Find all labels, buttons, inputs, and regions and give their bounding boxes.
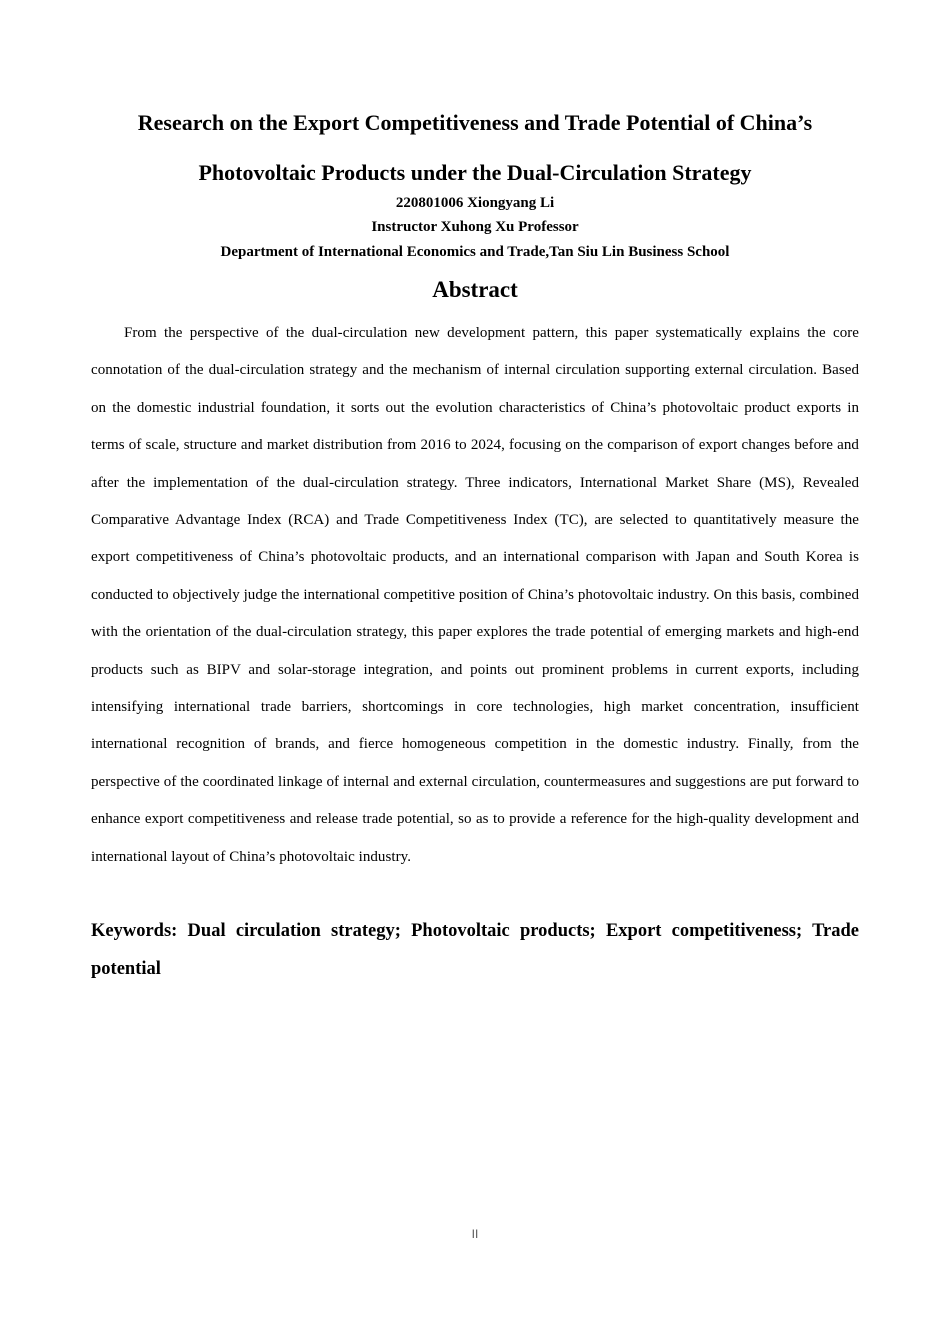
paper-title — [60, 98, 890, 198]
abstract-body: From the perspective of the dual-circulation new development pattern, this paper systematically explains the core connotation of the dual-circulation strategy and the mechanism of internal circulation supporting external circulation. Based on the domestic industrial foundation, it sorts out the evolution characteristics of China’s photovoltaic product exports in terms of scale, structure and market distribution from 2016 to 2024, focusing on the comparison of export changes before and after the implementation of the dual-circulation strategy. Three indicators, International Market Share (MS), Revealed Comparative Advantage Index (RCA) and Trade Competitiveness Index (TC), are selected to quantitatively measure the export competitiveness of China’s photovoltaic products, and an international comparison with Japan and South Korea is conducted to objectively judge the international competitive position of China’s photovoltaic industry. On this basis, combined with the orientation of the dual-circulation strategy, this paper explores the trade potential of emerging markets and high-end products such as BIPV and solar-storage integration, and points out prominent problems in current exports, including intensifying international trade barriers, shortcomings in core technologies, high market concentration, insufficient international recognition of brands, and fierce homogeneous competition in the domestic industry. Finally, from the perspective of the coordinated linkage of internal and external circulation, countermeasures and suggestions are put forward to enhance export competitiveness and release trade potential, so as to provide a reference for the high-quality development and international layout of China’s photovoltaic industry. — [91, 325, 859, 865]
page-number: II — [471, 1227, 479, 1241]
instructor-info: Instructor Xuhong Xu Professor — [371, 219, 579, 235]
paper-title-line-1: Research on the Export Competitiveness and Trade Potential of China’s — [137, 110, 813, 135]
keywords: Keywords: Dual circulation strategy; Photovoltaic products; Export competitiveness; Trade potential — [91, 921, 859, 979]
department-info: Department of International Economics and Trade,Tan Siu Lin Business School — [220, 244, 730, 260]
abstract-heading: Abstract — [432, 277, 518, 302]
paper-title-line-2: Photovoltaic Products under the Dual-Circulation Strategy — [198, 160, 752, 185]
student-info: 220801006 Xiongyang Li — [395, 195, 555, 211]
